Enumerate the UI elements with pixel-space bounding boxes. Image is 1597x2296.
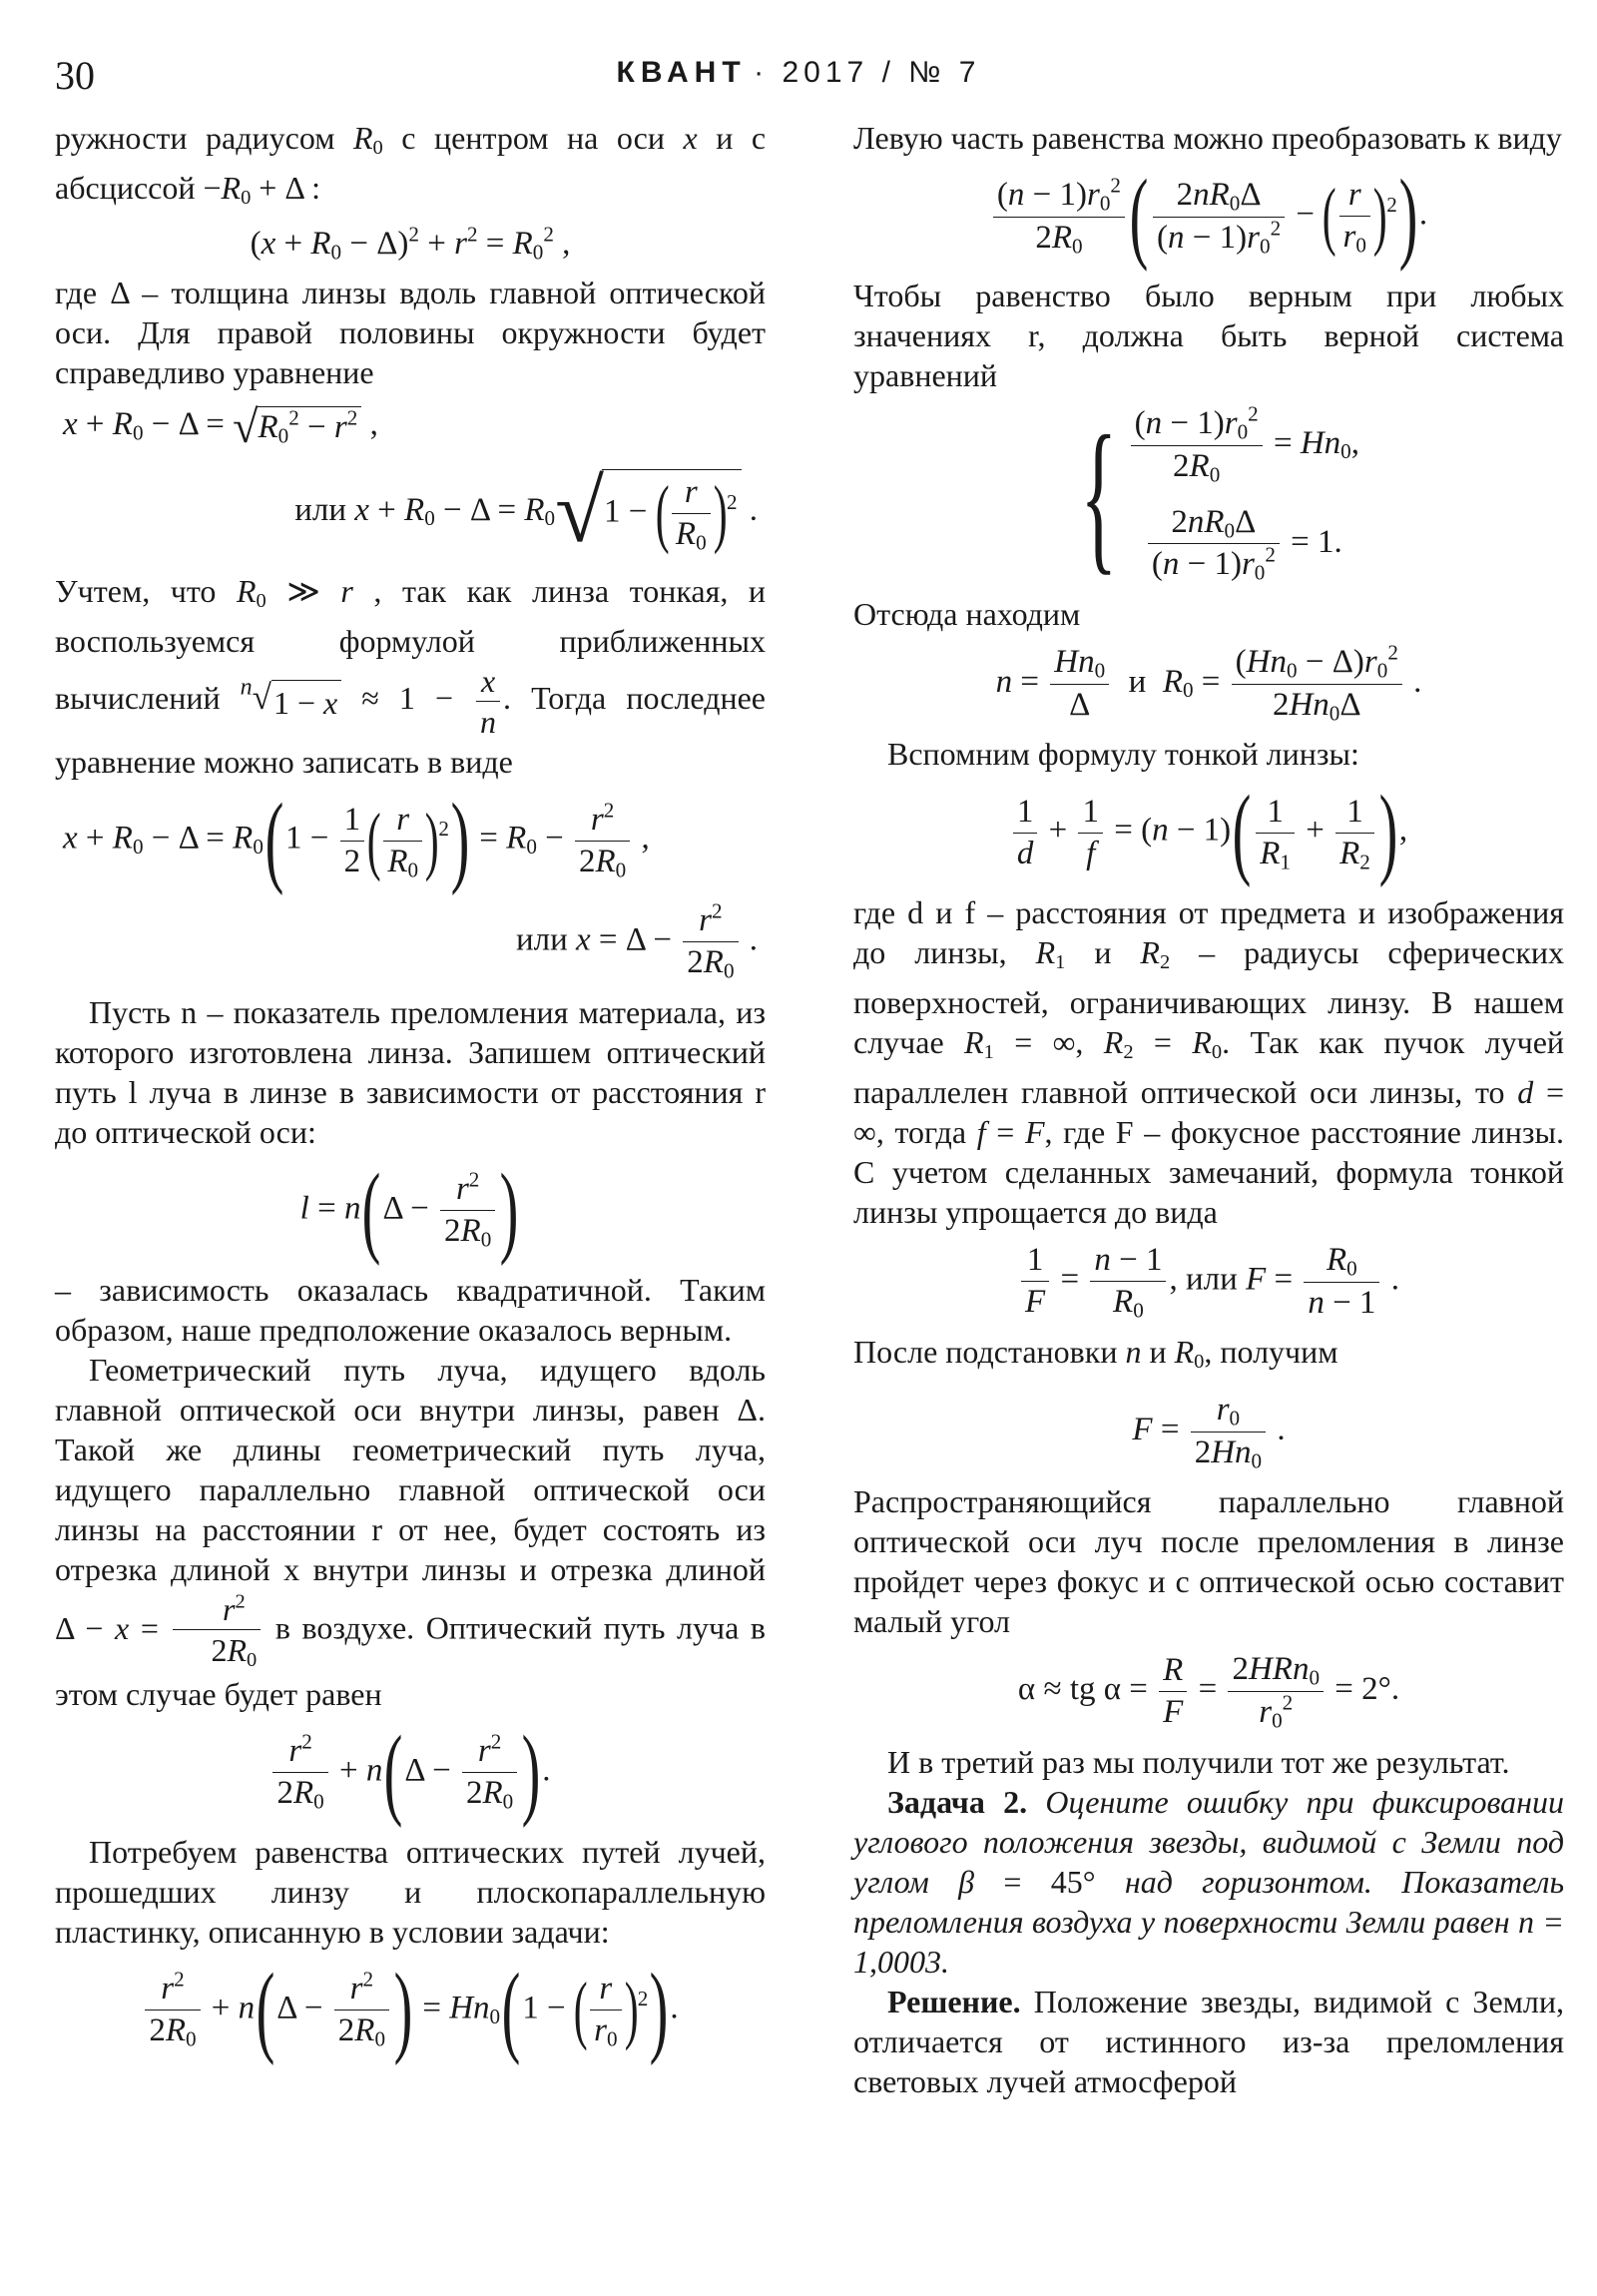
- equation: α ≈ tg α = $\frac{R}{F}$ = $\frac{2HRn_0}{r_0^2}$ = 2°.: [1017, 1651, 1400, 1733]
- paragraph: И в третий раз мы получили тот же результат.: [887, 1743, 1510, 1780]
- task-label: Задача 2.: [887, 1783, 1028, 1820]
- left-column: [55, 118, 766, 2069]
- equation: l = n(Δ − $\frac{r^2}{2R_0}$ ): [299, 1153, 519, 1267]
- paragraph: где Δ – толщина линзы вдоль главной оптической оси. Для правой половины окружности будет справедливо уравнение: [55, 274, 766, 390]
- equation: $\frac{1}{F}$ = $\frac{n - 1}{R_0}$ , или F = $\frac{R_0}{n - 1}$ .: [853, 1240, 1564, 1324]
- right-column: [853, 118, 1564, 2101]
- equation: F = $\frac{r_0}{2Hn_0}$ .: [1132, 1391, 1286, 1472]
- paragraph: Отсюда находим: [853, 595, 1081, 632]
- equation: $\frac{(n - 1)r_0^2}{2R_0}$ ( $\frac{2nR_0\Delta}{(n - 1)r_0^2}$ − ( $\frac{r}{r_0}$ )$^2$).: [853, 166, 1564, 268]
- equation: $\frac{r^2}{2R_0}$ + n(Δ − $\frac{r^2}{2R_0}$ ) = $Hn_0(1$ − ( $\frac{r}{r_0}$ )$^2$).: [55, 1960, 766, 2061]
- equation-system: { $\frac{(n - 1)r_0^2}{2R_0}$ = $Hn_0$, $\frac{2nR_0\Delta}{(n - 1)r_0^2}$ = 1.: [1080, 400, 1359, 589]
- equation: $\frac{1}{d}$ + $\frac{1}{f}$ = (n − 1)( $\frac{1}{R_1}$ + $\frac{1}{R_2}$ ),: [853, 782, 1564, 883]
- page-number: 30: [55, 53, 95, 98]
- paragraph: ружности радиусом $R_0$ с центром на оси x и с абсциссой $-R_0 + \Delta$ :: [55, 120, 767, 210]
- paragraph: Распространяющийся параллельно главной оптической оси луч после преломления в линзе пройдет через фокус и с оптической осью составит малый угол: [853, 1483, 1564, 1640]
- paragraph: где d и f – расстояния от предмета и изображения до линзы, $R_1$ и $R_2$ – радиусы сферических поверхностей, ограничивающих линзу. В нашем случае $R_1$ = ∞, $R_2 = R_0$. Так как пучок лучей параллелен главной оптической оси линзы, то d = ∞, тогда f = F, где F – фокусное расстояние линзы. С учетом сделанных замечаний, формула тонкой линзы упрощается до вида: [853, 893, 1565, 1230]
- paragraph: Левую часть равенства можно преобразовать к виду: [853, 120, 1562, 156]
- paragraph: – зависимость оказалась квадратичной. Таким образом, наше предположение оказалось верным.: [55, 1271, 766, 1348]
- issue-info: · 2017 / № 7: [754, 56, 981, 89]
- paragraph: Пусть n – показатель преломления материала, из которого изготовлена линза. Запишем оптический путь l луча в линзе в зависимости от расстояния r до оптической оси:: [55, 993, 766, 1150]
- paragraph: Геометрический путь луча, идущего вдоль главной оптической оси внутри линзы, равен Δ. Такой же длины геометрический путь луча, идущего параллельно главной оптической оси линзы на расстоянии r от нее, будет состоять из отрезка длиной x внутри линзы и отрезка длиной Δ − x = $\frac{r^2}{2R_0}$ в воздухе. Оптический путь луча в этом случае будет равен: [55, 1351, 767, 1712]
- paragraph: Вспомним формулу тонкой линзы:: [887, 736, 1359, 773]
- equation: $\frac{r^2}{2R_0}$ + n(Δ − $\frac{r^2}{2R_0}$ ).: [55, 1722, 766, 1824]
- equation: или x = Δ − $\frac{r^2}{2R_0}$ .: [515, 898, 758, 983]
- running-head: [0, 56, 1597, 90]
- task-statement: Задача 2. Оцените ошибку при фиксировании углового положения звезды, видимой с Земли под углом β = 45° над горизонтом. Показатель преломления воздуха у поверхности Земли равен n = 1,0003.: [853, 1783, 1565, 1980]
- equation: или $x + R_0 - \Delta = R_0√1$ − ( $\frac{r}{R_0}$ )$^2$ .: [294, 462, 758, 561]
- page-header: [0, 52, 1597, 112]
- equation: $x + R_0 - \Delta = √R_0^2 - r^2$ ,: [63, 400, 378, 452]
- equation: $(x + R_0 - \Delta)^2 + r^2 = R_0^2$ ,: [250, 222, 571, 265]
- equation: n = $\frac{Hn_0}{\Delta}$ и $R_0$ = $\frac{(Hn_0 - \Delta)r_0^2}{2Hn_0\Delta}$ .: [995, 640, 1422, 725]
- paragraph: Потребуем равенства оптических путей лучей, прошедших линзу и плоскопараллельную пластинку, описанную в условии задачи:: [55, 1833, 766, 1950]
- solution-paragraph: Решение. Положение звезды, видимой с Земли, отличается от истинного из-за преломления световых лучей атмосферой: [853, 1983, 1565, 2099]
- equation: $x + R_0 - \Delta = R_0(1$ − $\frac{1}{2}$ ( $\frac{r}{R_0}$ )$^2) = R_0$ − $\frac{r^2}{2R_0}$ ,: [63, 784, 650, 897]
- paragraph: Учтем, что $R_0$ ≫ r , так как линза тонкая, и воспользуемся формулой приближенных вычислений $^n$√1 − x ≈ 1 − $\frac{x}{n}$ . Тогда последнее уравнение можно записать в виде: [55, 573, 767, 781]
- solution-label: Решение.: [887, 1983, 1021, 2019]
- paragraph: После подстановки n и $R_0$, получим: [853, 1333, 1338, 1373]
- paragraph: Чтобы равенство было верным при любых значениях r, должна быть верной система уравнений: [853, 278, 1564, 394]
- journal-title: КВАНТ: [616, 56, 747, 89]
